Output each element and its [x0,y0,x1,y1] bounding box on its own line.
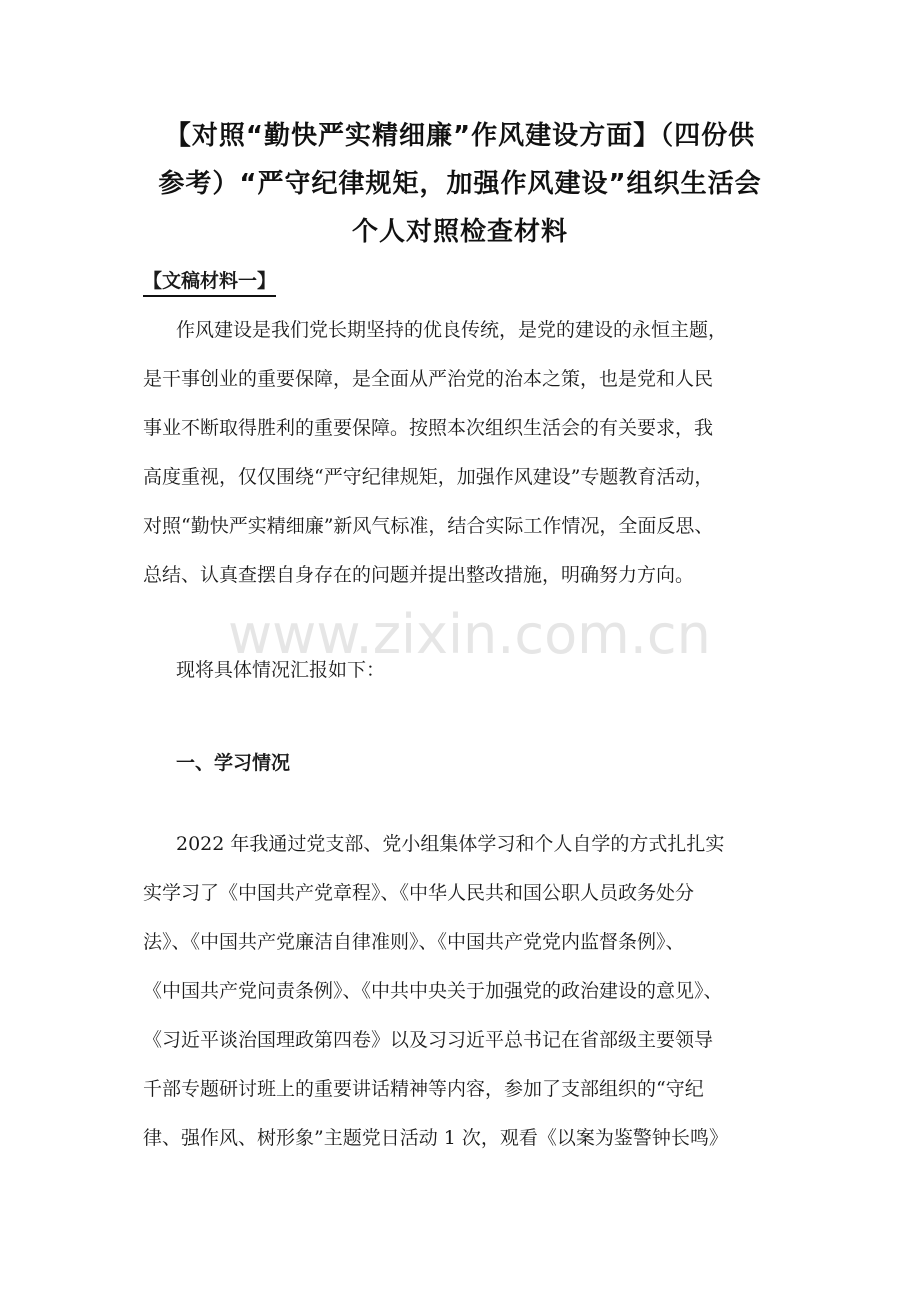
paragraph-line: 《习近平谈治国理政第四卷》以及习习近平总书记在省部级主要领导 [143,1029,714,1051]
paragraph-line: 事业不断取得胜利的重要保障。按照本次组织生活会的有关要求，我 [143,417,714,439]
watermark: www.zixin.com.cn [228,603,711,666]
paragraph-line: 现将具体情况汇报如下： [176,659,386,681]
title-line-1: 【对照“勤快严实精细廉”作风建设方面】（四份供 [164,121,756,151]
intro-paragraph [143,306,793,600]
paragraph-line: 总结、认真查摆自身存在的问题并提出整改措施，明确努力方向。 [143,564,695,586]
title-line-3: 个人对照检查材料 [351,217,568,247]
report-intro-paragraph [143,646,793,695]
paragraph-line: 实学习了《中国共产党章程》、《中华人民共和国公职人员政务处分 [143,882,695,904]
section-heading-study: 一、学习情况 [176,752,291,774]
paragraph-line: 法》、《中国共产党廉洁自律准则》、《中国共产党党内监督条例》、 [143,931,685,953]
paragraph-line: 作风建设是我们党长期坚持的优良传统，是党的建设的永恒主题， [176,319,728,341]
paragraph-line: 对照“勤快严实精细廉”新风气标准，结合实际工作情况，全面反思、 [143,515,714,537]
title-line-2: 参考）“严守纪律规矩，加强作风建设”组织生活会 [158,169,762,199]
study-paragraph [143,820,793,1163]
section-tag: 【文稿材料一】 [143,268,276,297]
paragraph-line: 《中国共产党问责条例》、《中共中央关于加强党的政治建设的意见》、 [143,980,723,1002]
paragraph-line: 2022 年我通过党支部、党小组集体学习和个人自学的方式扎扎实 [176,833,725,855]
paragraph-line: 律、强作风、树形象”主题党日活动 1 次，观看《以案为鉴警钟长鸣》 [143,1127,728,1149]
paragraph-line: 高度重视，仅仅围绕“严守纪律规矩，加强作风建设”专题教育活动， [143,466,714,488]
paragraph-line: 是干事创业的重要保障，是全面从严治党的治本之策，也是党和人民 [143,368,714,390]
document-title [110,112,810,256]
paragraph-line: 千部专题研讨班上的重要讲话精神等内容，参加了支部组织的“守纪 [143,1078,704,1100]
